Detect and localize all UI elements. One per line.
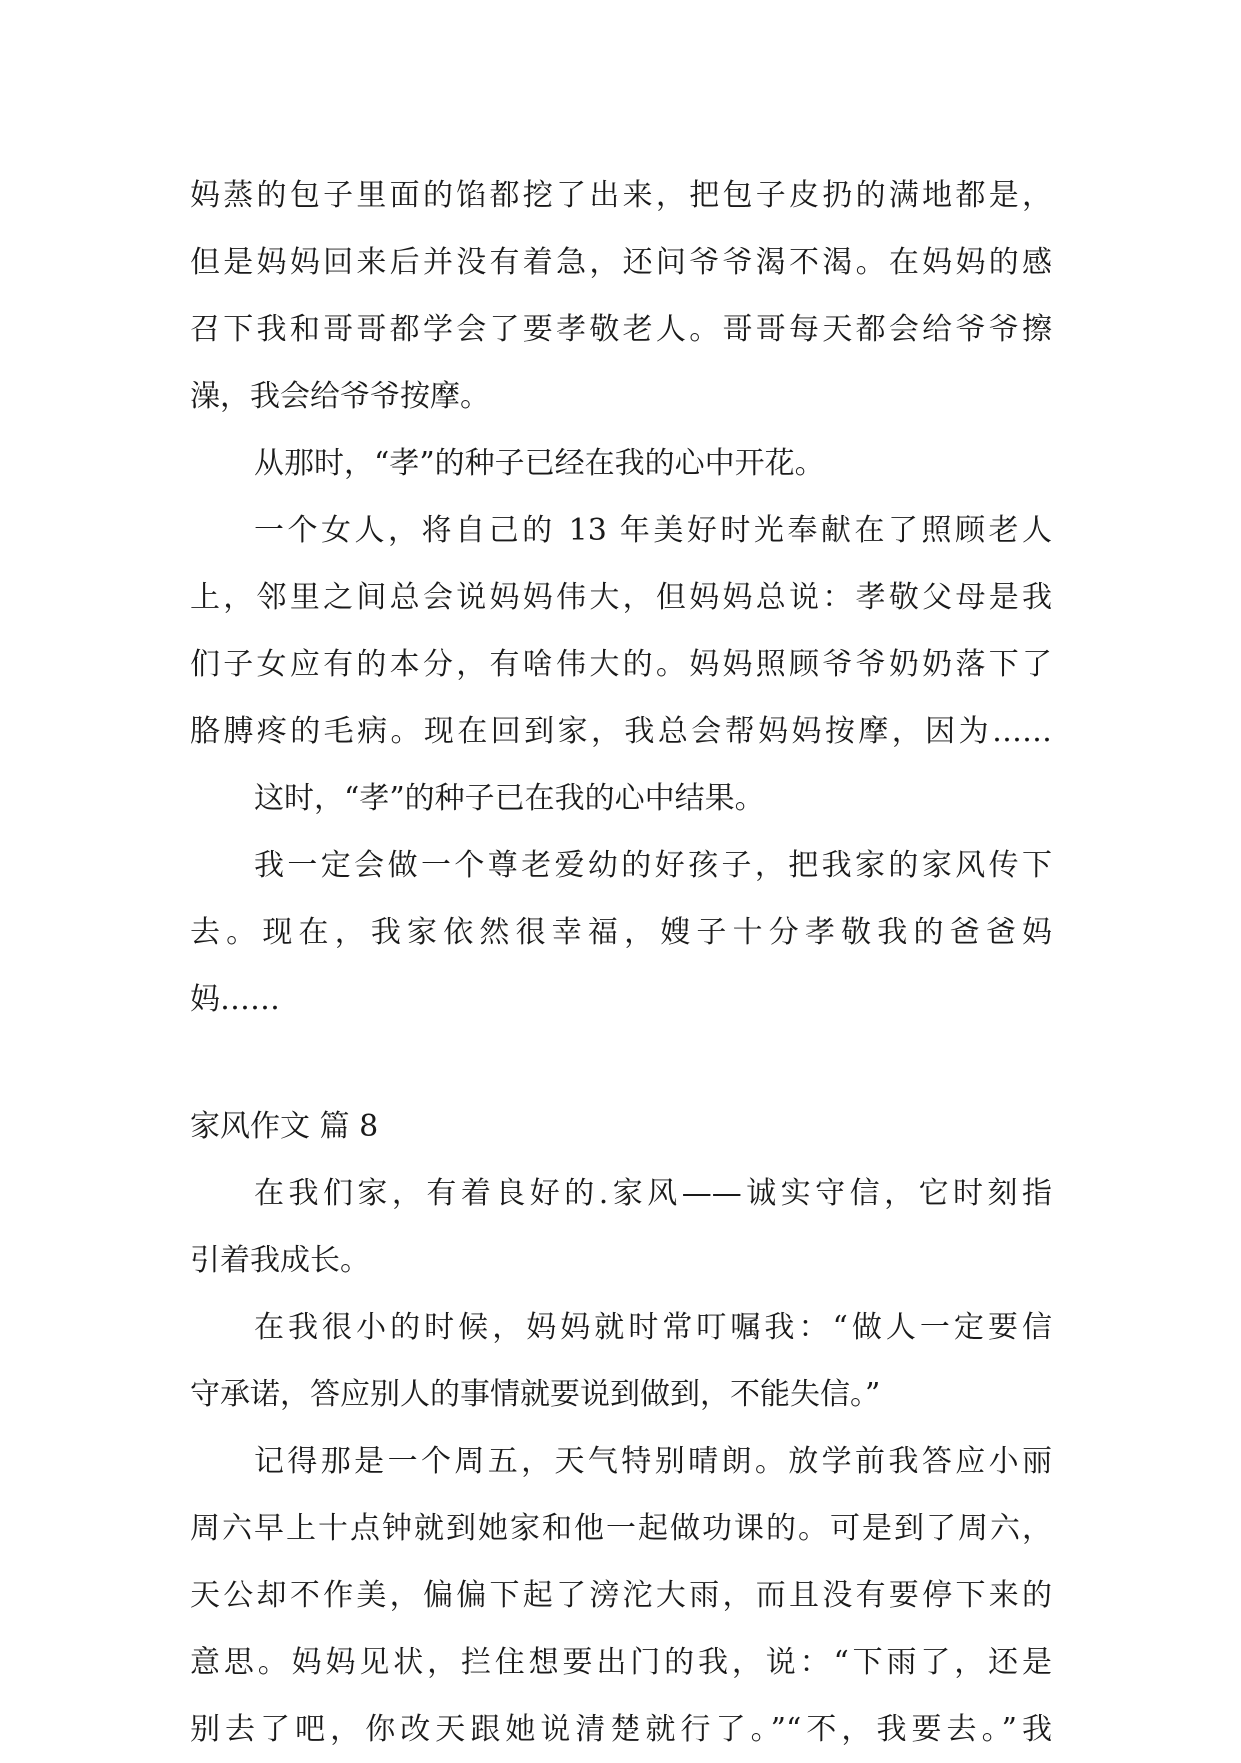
paragraph-line: 妈蒸的包子里面的馅都挖了出来，把包子皮扔的满地都是， <box>190 178 1052 213</box>
paragraph-line: 澡，我会给爷爷按摩。 <box>190 379 490 414</box>
paragraph-line: 意思。妈妈见状，拦住想要出门的我，说：“下雨了，还是 <box>190 1645 1052 1680</box>
paragraph-line: 引着我成长。 <box>190 1243 370 1278</box>
paragraph-line: 守承诺，答应别人的事情就要说到做到，不能失信。” <box>190 1377 881 1412</box>
section-gap <box>190 1033 1052 1093</box>
paragraph-line: 天公却不作美，偏偏下起了滂沱大雨，而且没有要停下来的 <box>190 1578 1052 1613</box>
paragraph-line: 但是妈妈回来后并没有着急，还问爷爷渴不渴。在妈妈的感 <box>190 245 1052 280</box>
section-heading: 家风作文 篇 8 <box>190 1109 379 1144</box>
paragraph-line: 妈…… <box>190 982 280 1017</box>
paragraph-line: 别去了吧，你改天跟她说清楚就行了。”“不，我要去。”我 <box>190 1712 1052 1747</box>
paragraph-line: 们子女应有的本分，有啥伟大的。妈妈照顾爷爷奶奶落下了 <box>190 647 1052 682</box>
paragraph-line: 去。现在，我家依然很幸福，嫂子十分孝敬我的爸爸妈 <box>190 915 1052 950</box>
paragraph-line: 这时，“孝”的种子已在我的心中结果。 <box>254 781 765 816</box>
document-body <box>190 162 1052 1763</box>
paragraph-line: 在我很小的时候，妈妈就时常叮嘱我：“做人一定要信 <box>254 1310 1052 1345</box>
paragraph-line: 我一定会做一个尊老爱幼的好孩子，把我家的家风传下 <box>254 848 1052 883</box>
paragraph-line: 一个女人，将自己的 13 年美好时光奉献在了照顾老人 <box>254 513 1052 548</box>
paragraph-line: 记得那是一个周五，天气特别晴朗。放学前我答应小丽 <box>254 1444 1052 1479</box>
paragraph-line: 从那时，“孝”的种子已经在我的心中开花。 <box>254 446 825 481</box>
paragraph-line: 召下我和哥哥都学会了要孝敬老人。哥哥每天都会给爷爷擦 <box>190 312 1052 347</box>
paragraph-line: 周六早上十点钟就到她家和他一起做功课的。可是到了周六， <box>190 1511 1052 1546</box>
paragraph-line: 胳膊疼的毛病。现在回到家，我总会帮妈妈按摩，因为…… <box>190 714 1052 749</box>
paragraph-line: 上，邻里之间总会说妈妈伟大，但妈妈总说：孝敬父母是我 <box>190 580 1052 615</box>
paragraph-line: 在我们家，有着良好的.家风——诚实守信，它时刻指 <box>254 1176 1052 1211</box>
